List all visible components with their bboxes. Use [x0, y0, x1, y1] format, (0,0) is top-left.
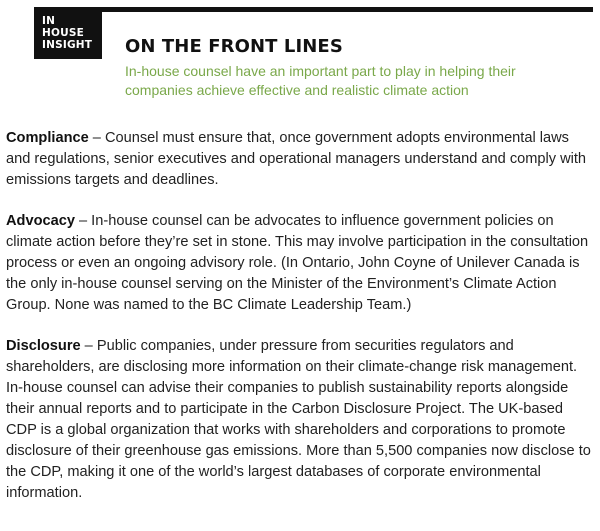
section-term: Disclosure [6, 338, 81, 354]
section-body: – In-house counsel can be advocates to influence government policies on climate action before they’re set in stone. This may involve participation in the consultation process or even an ongoing advisory role. (In Ontario, John Coyne of Unilever Canada is the only in-house counsel serving on the Minister of the Environment’s Climate Action Group. None was named to the BC Climate Leadership Team.) [6, 213, 589, 313]
section-compliance [6, 128, 594, 191]
section-advocacy [6, 211, 594, 316]
section-term: Advocacy [6, 213, 75, 229]
page-title: ON THE FRONT LINES [125, 36, 343, 57]
badge-line-1: IN [42, 15, 56, 27]
badge-line-3: INSIGHT [42, 39, 93, 51]
section-body: – Counsel must ensure that, once government adopts environmental laws and regulations, senior executives and operational managers understand and comply with emissions targets and deadlines. [6, 130, 587, 188]
page-subtitle: In-house counsel have an important part to play in helping their companies achieve effective and realistic climate action [125, 63, 516, 98]
top-rule [34, 7, 593, 12]
badge-line-2: HOUSE [42, 27, 84, 39]
sections-list [6, 128, 594, 524]
section-body: – Public companies, under pressure from securities regulators and shareholders, are disclosing more information on their climate-change risk management. In-house counsel can advise their companies to publish sustainability reports alongside their annual reports and to participate in the Carbon Disclosure Project. The UK-based CDP is a global organization that works with shareholders and corporations to promote disclosure of their greenhouse gas emissions. More than 5,500 companies now disclose to the CDP, making it one of the world’s largest databases of corporate environmental information. [6, 338, 591, 501]
section-term: Compliance [6, 130, 89, 146]
section-disclosure [6, 336, 594, 504]
in-house-insight-badge [34, 7, 102, 59]
